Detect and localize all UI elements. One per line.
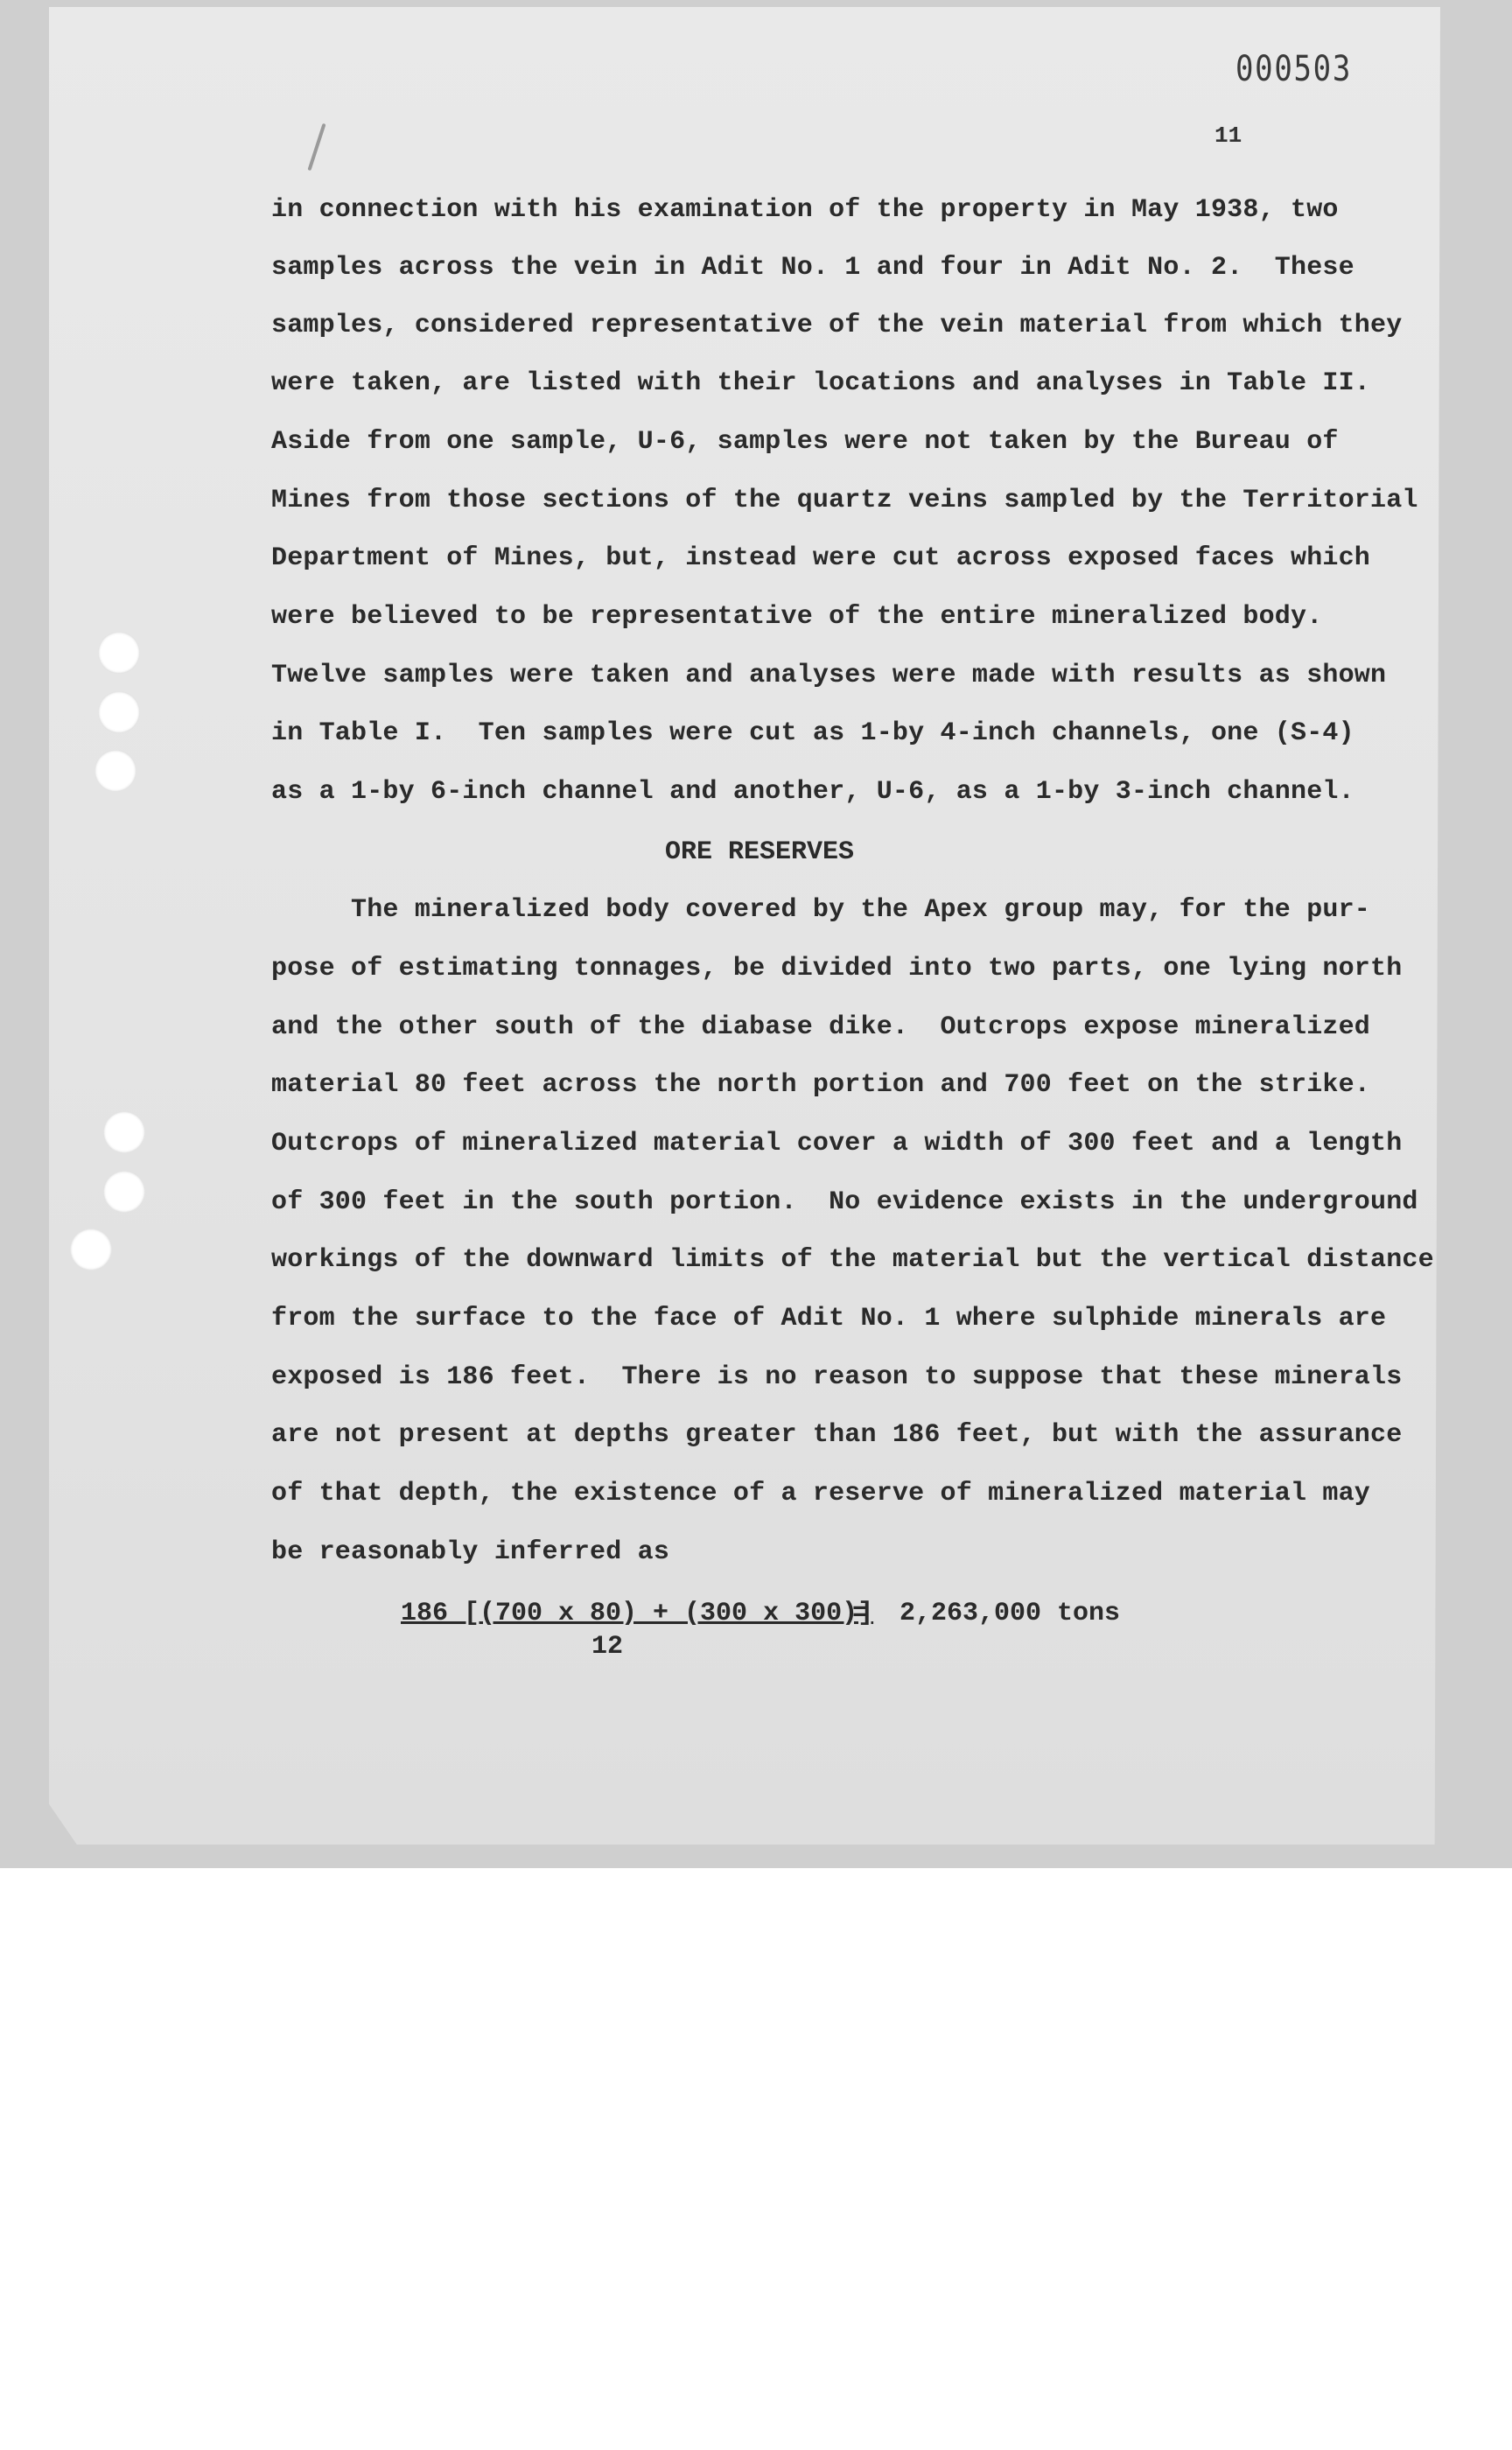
text-line: are not present at depths greater than 186 feet, but with the assurance (271, 1420, 1403, 1450)
text-line: Outcrops of mineralized material cover a width of 300 feet and a length (271, 1129, 1403, 1158)
text-line: in connection with his examination of the property in May 1938, two (271, 195, 1339, 225)
text-line: samples, considered representative of the vein material from which they (271, 311, 1403, 340)
text-line: material 80 feet across the north portion and 700 feet on the strike. (271, 1070, 1371, 1100)
text-line: workings of the downward limits of the material but the vertical distance (271, 1245, 1434, 1275)
text-line: exposed is 186 feet. There is no reason to suppose that these minerals (271, 1362, 1403, 1392)
page-number: 11 (1214, 122, 1242, 149)
punch-hole (94, 750, 136, 792)
punch-hole (98, 691, 140, 733)
text-line: pose of estimating tonnages, be divided into two parts, one lying north (271, 954, 1403, 984)
section-heading: ORE RESERVES (665, 837, 855, 867)
punch-hole (70, 1228, 112, 1270)
text-line: Department of Mines, but, instead were cut across exposed faces which (271, 543, 1371, 573)
formula-numerator: 186 [(700 x 80) + (300 x 300)] (401, 1599, 874, 1628)
text-line: in Table I. Ten samples were cut as 1-by 4-inch channels, one (S-4) (271, 718, 1354, 748)
punch-hole (103, 1171, 145, 1213)
text-line: were taken, are listed with their locations and analyses in Table II. (271, 368, 1371, 398)
text-line: Mines from those sections of the quartz veins sampled by the Territorial (271, 486, 1418, 515)
text-line: and the other south of the diabase dike. Outcrops expose mineralized (271, 1012, 1371, 1042)
punch-hole (103, 1111, 145, 1153)
document-id: 000503 (1236, 49, 1353, 89)
text-line: of 300 feet in the south portion. No evidence exists in the underground (271, 1187, 1418, 1217)
text-line: The mineralized body covered by the Apex group may, for the pur- (271, 895, 1371, 925)
text-line: be reasonably inferred as (271, 1537, 670, 1567)
punch-hole (98, 632, 140, 674)
text-line: as a 1-by 6-inch channel and another, U-6, as a 1-by 3-inch channel. (271, 777, 1354, 807)
text-line: Twelve samples were taken and analyses were made with results as shown (271, 661, 1387, 690)
formula-result: = 2,263,000 tons (852, 1599, 1121, 1628)
text-line: from the surface to the face of Adit No. 1 where sulphide minerals are (271, 1304, 1387, 1334)
text-line: samples across the vein in Adit No. 1 and four in Adit No. 2. These (271, 253, 1354, 283)
formula-denominator: 12 (592, 1632, 624, 1662)
text-line: were believed to be representative of the entire mineralized body. (271, 602, 1323, 632)
text-line: of that depth, the existence of a reserve of mineralized material may (271, 1479, 1371, 1508)
text-line: Aside from one sample, U-6, samples were not taken by the Bureau of (271, 427, 1339, 457)
